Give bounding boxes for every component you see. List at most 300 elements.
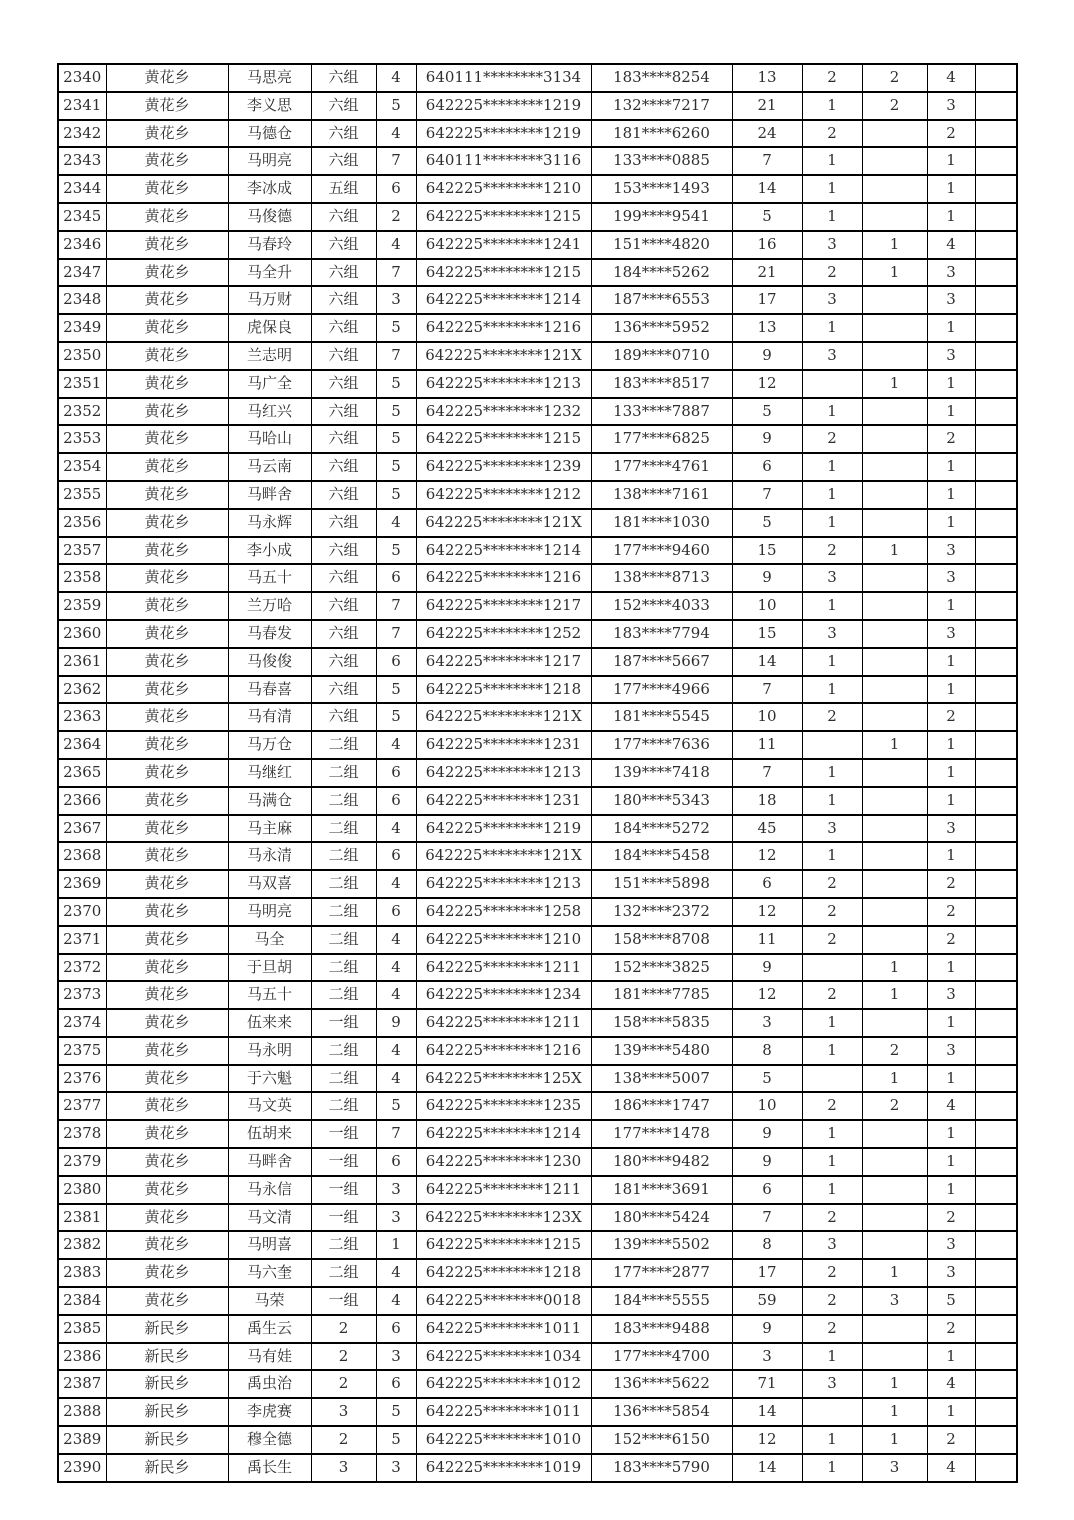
table-row: [58, 676, 1017, 704]
cell-phone: 152****3825: [591, 954, 732, 982]
cell-blank: [975, 759, 1017, 787]
table-row: [58, 1287, 1017, 1315]
cell-township: 黄花乡: [106, 120, 228, 148]
cell-blank: [975, 870, 1017, 898]
cell-v3: [862, 898, 927, 926]
cell-id_number: 642225********1210: [416, 926, 591, 954]
cell-v2: 3: [802, 286, 862, 314]
cell-group: 六组: [311, 592, 376, 620]
cell-phone: 177****6825: [591, 425, 732, 453]
cell-name: 李虎赛: [228, 1398, 311, 1426]
cell-id_number: 642225********1213: [416, 870, 591, 898]
cell-id_number: 642225********1019: [416, 1454, 591, 1482]
cell-id_number: 642225********1216: [416, 564, 591, 592]
cell-v3: [862, 1120, 927, 1148]
cell-v3: [862, 1231, 927, 1259]
cell-id_number: 642225********1011: [416, 1398, 591, 1426]
cell-name: 马明亮: [228, 898, 311, 926]
cell-v1: 6: [732, 1176, 802, 1204]
cell-v3: [862, 509, 927, 537]
cell-v2: 2: [802, 1092, 862, 1120]
cell-v2: 1: [802, 453, 862, 481]
table-row: [58, 1315, 1017, 1343]
cell-total: 1: [927, 1148, 975, 1176]
cell-seq: 2366: [58, 787, 106, 815]
cell-seq: 2362: [58, 676, 106, 704]
cell-v3: 2: [862, 1092, 927, 1120]
cell-num: 7: [376, 620, 416, 648]
cell-seq: 2343: [58, 147, 106, 175]
cell-v1: 45: [732, 815, 802, 843]
cell-seq: 2380: [58, 1176, 106, 1204]
cell-township: 黄花乡: [106, 92, 228, 120]
cell-township: 黄花乡: [106, 1231, 228, 1259]
cell-v3: [862, 759, 927, 787]
cell-v3: [862, 592, 927, 620]
cell-total: 1: [927, 1176, 975, 1204]
cell-v1: 9: [732, 342, 802, 370]
cell-v1: 11: [732, 731, 802, 759]
cell-blank: [975, 703, 1017, 731]
cell-v1: 14: [732, 175, 802, 203]
cell-id_number: 642225********1010: [416, 1426, 591, 1454]
cell-group: 二组: [311, 981, 376, 1009]
cell-township: 黄花乡: [106, 231, 228, 259]
cell-v2: 1: [802, 314, 862, 342]
cell-num: 3: [376, 1454, 416, 1482]
cell-v3: 3: [862, 1454, 927, 1482]
cell-total: 1: [927, 787, 975, 815]
cell-v3: [862, 815, 927, 843]
cell-v3: 1: [862, 731, 927, 759]
cell-blank: [975, 398, 1017, 426]
cell-township: 黄花乡: [106, 286, 228, 314]
cell-group: 六组: [311, 231, 376, 259]
cell-group: 二组: [311, 1092, 376, 1120]
cell-v1: 7: [732, 147, 802, 175]
cell-group: 六组: [311, 64, 376, 92]
cell-phone: 158****5835: [591, 1009, 732, 1037]
cell-id_number: 642225********1232: [416, 398, 591, 426]
cell-v2: 3: [802, 231, 862, 259]
table-row: [58, 1092, 1017, 1120]
cell-group: 六组: [311, 398, 376, 426]
cell-name: 马畔舍: [228, 481, 311, 509]
cell-num: 3: [376, 286, 416, 314]
cell-seq: 2347: [58, 259, 106, 287]
cell-v3: [862, 120, 927, 148]
table-row: [58, 648, 1017, 676]
cell-total: 3: [927, 564, 975, 592]
cell-total: 2: [927, 898, 975, 926]
cell-name: 马有清: [228, 703, 311, 731]
cell-num: 4: [376, 1037, 416, 1065]
cell-id_number: 642225********1235: [416, 1092, 591, 1120]
cell-id_number: 642225********1215: [416, 203, 591, 231]
cell-v2: 2: [802, 259, 862, 287]
cell-v1: 9: [732, 425, 802, 453]
cell-seq: 2367: [58, 815, 106, 843]
cell-v3: [862, 203, 927, 231]
cell-seq: 2350: [58, 342, 106, 370]
table-row: [58, 120, 1017, 148]
cell-phone: 138****7161: [591, 481, 732, 509]
cell-id_number: 642225********1210: [416, 175, 591, 203]
cell-name: 马春玲: [228, 231, 311, 259]
cell-v1: 6: [732, 453, 802, 481]
cell-num: 5: [376, 1092, 416, 1120]
cell-v1: 12: [732, 842, 802, 870]
cell-v2: 1: [802, 147, 862, 175]
cell-v3: [862, 286, 927, 314]
cell-township: 新民乡: [106, 1426, 228, 1454]
cell-phone: 136****5622: [591, 1370, 732, 1398]
cell-township: 黄花乡: [106, 481, 228, 509]
cell-v2: 3: [802, 1370, 862, 1398]
cell-blank: [975, 342, 1017, 370]
cell-num: 9: [376, 1009, 416, 1037]
cell-v3: 1: [862, 1065, 927, 1093]
cell-num: 1: [376, 1231, 416, 1259]
cell-total: 3: [927, 286, 975, 314]
cell-group: 一组: [311, 1287, 376, 1315]
cell-id_number: 642225********1211: [416, 954, 591, 982]
cell-v1: 3: [732, 1343, 802, 1371]
records-table-body: [58, 64, 1017, 1482]
cell-total: 1: [927, 509, 975, 537]
cell-phone: 181****3691: [591, 1176, 732, 1204]
cell-group: 六组: [311, 147, 376, 175]
cell-blank: [975, 787, 1017, 815]
cell-num: 7: [376, 592, 416, 620]
cell-township: 黄花乡: [106, 425, 228, 453]
cell-name: 马红兴: [228, 398, 311, 426]
cell-id_number: 642225********0018: [416, 1287, 591, 1315]
cell-v2: 2: [802, 1315, 862, 1343]
cell-v2: [802, 954, 862, 982]
cell-phone: 151****4820: [591, 231, 732, 259]
cell-num: 3: [376, 1176, 416, 1204]
cell-blank: [975, 592, 1017, 620]
cell-seq: 2387: [58, 1370, 106, 1398]
cell-v1: 5: [732, 1065, 802, 1093]
cell-seq: 2342: [58, 120, 106, 148]
cell-id_number: 642225********1215: [416, 425, 591, 453]
cell-v1: 14: [732, 1454, 802, 1482]
cell-blank: [975, 1231, 1017, 1259]
table-row: [58, 314, 1017, 342]
cell-total: 1: [927, 731, 975, 759]
cell-group: 一组: [311, 1176, 376, 1204]
cell-name: 马明亮: [228, 147, 311, 175]
cell-blank: [975, 1370, 1017, 1398]
cell-seq: 2355: [58, 481, 106, 509]
cell-v3: 1: [862, 370, 927, 398]
cell-group: 3: [311, 1454, 376, 1482]
cell-group: 二组: [311, 1065, 376, 1093]
cell-name: 马永明: [228, 1037, 311, 1065]
cell-v2: 3: [802, 564, 862, 592]
cell-seq: 2345: [58, 203, 106, 231]
cell-num: 5: [376, 370, 416, 398]
cell-name: 马德仓: [228, 120, 311, 148]
cell-seq: 2370: [58, 898, 106, 926]
cell-id_number: 640111********3134: [416, 64, 591, 92]
cell-township: 黄花乡: [106, 954, 228, 982]
cell-phone: 189****0710: [591, 342, 732, 370]
cell-total: 1: [927, 398, 975, 426]
cell-seq: 2382: [58, 1231, 106, 1259]
cell-total: 2: [927, 425, 975, 453]
cell-id_number: 642225********1212: [416, 481, 591, 509]
cell-v1: 7: [732, 481, 802, 509]
cell-v3: 1: [862, 259, 927, 287]
cell-blank: [975, 731, 1017, 759]
cell-v2: [802, 370, 862, 398]
cell-v1: 21: [732, 92, 802, 120]
cell-seq: 2352: [58, 398, 106, 426]
cell-township: 黄花乡: [106, 259, 228, 287]
cell-township: 黄花乡: [106, 453, 228, 481]
table-row: [58, 1009, 1017, 1037]
cell-num: 5: [376, 453, 416, 481]
cell-name: 马永辉: [228, 509, 311, 537]
cell-seq: 2373: [58, 981, 106, 1009]
cell-v2: 3: [802, 1231, 862, 1259]
table-row: [58, 1231, 1017, 1259]
table-row: [58, 1343, 1017, 1371]
cell-township: 新民乡: [106, 1315, 228, 1343]
cell-group: 六组: [311, 481, 376, 509]
cell-township: 黄花乡: [106, 842, 228, 870]
cell-total: 4: [927, 1454, 975, 1482]
cell-group: 一组: [311, 1148, 376, 1176]
cell-group: 六组: [311, 453, 376, 481]
cell-group: 六组: [311, 425, 376, 453]
cell-v1: 9: [732, 1148, 802, 1176]
cell-name: 禹长生: [228, 1454, 311, 1482]
cell-seq: 2356: [58, 509, 106, 537]
cell-total: 3: [927, 537, 975, 565]
cell-township: 黄花乡: [106, 1287, 228, 1315]
cell-num: 4: [376, 120, 416, 148]
cell-seq: 2341: [58, 92, 106, 120]
cell-township: 黄花乡: [106, 898, 228, 926]
cell-num: 5: [376, 1398, 416, 1426]
cell-name: 李冰成: [228, 175, 311, 203]
cell-blank: [975, 147, 1017, 175]
cell-total: 3: [927, 342, 975, 370]
cell-id_number: 642225********1211: [416, 1009, 591, 1037]
table-row: [58, 1426, 1017, 1454]
cell-v3: [862, 314, 927, 342]
cell-num: 7: [376, 1120, 416, 1148]
cell-phone: 181****5545: [591, 703, 732, 731]
table-row: [58, 1204, 1017, 1232]
cell-v2: [802, 731, 862, 759]
cell-num: 5: [376, 676, 416, 704]
cell-blank: [975, 1426, 1017, 1454]
cell-v1: 11: [732, 926, 802, 954]
cell-blank: [975, 286, 1017, 314]
cell-group: 二组: [311, 815, 376, 843]
cell-v1: 8: [732, 1231, 802, 1259]
cell-v3: [862, 175, 927, 203]
cell-total: 5: [927, 1287, 975, 1315]
cell-v3: 1: [862, 537, 927, 565]
cell-total: 1: [927, 1398, 975, 1426]
cell-id_number: 642225********1231: [416, 787, 591, 815]
cell-seq: 2364: [58, 731, 106, 759]
cell-num: 3: [376, 1204, 416, 1232]
cell-blank: [975, 92, 1017, 120]
cell-v2: 1: [802, 648, 862, 676]
cell-total: 4: [927, 64, 975, 92]
cell-township: 黄花乡: [106, 64, 228, 92]
cell-blank: [975, 537, 1017, 565]
cell-township: 黄花乡: [106, 370, 228, 398]
table-row: [58, 592, 1017, 620]
cell-group: 六组: [311, 92, 376, 120]
cell-phone: 181****6260: [591, 120, 732, 148]
cell-seq: 2344: [58, 175, 106, 203]
cell-phone: 177****2877: [591, 1259, 732, 1287]
cell-v2: 1: [802, 1426, 862, 1454]
cell-phone: 132****7217: [591, 92, 732, 120]
cell-township: 黄花乡: [106, 564, 228, 592]
cell-total: 1: [927, 1120, 975, 1148]
cell-v3: [862, 453, 927, 481]
cell-township: 新民乡: [106, 1370, 228, 1398]
table-row: [58, 425, 1017, 453]
cell-num: 6: [376, 1148, 416, 1176]
cell-v2: 2: [802, 1204, 862, 1232]
cell-group: 二组: [311, 842, 376, 870]
cell-phone: 138****8713: [591, 564, 732, 592]
cell-phone: 184****5262: [591, 259, 732, 287]
cell-group: 六组: [311, 564, 376, 592]
cell-phone: 199****9541: [591, 203, 732, 231]
cell-name: 马六奎: [228, 1259, 311, 1287]
table-row: [58, 759, 1017, 787]
cell-v2: 1: [802, 203, 862, 231]
cell-township: 黄花乡: [106, 1176, 228, 1204]
table-row: [58, 870, 1017, 898]
cell-seq: 2365: [58, 759, 106, 787]
cell-id_number: 642225********1241: [416, 231, 591, 259]
table-row: [58, 703, 1017, 731]
cell-id_number: 642225********1034: [416, 1343, 591, 1371]
cell-v1: 10: [732, 1092, 802, 1120]
cell-phone: 177****1478: [591, 1120, 732, 1148]
table-row: [58, 981, 1017, 1009]
cell-seq: 2372: [58, 954, 106, 982]
cell-blank: [975, 1092, 1017, 1120]
cell-township: 黄花乡: [106, 981, 228, 1009]
cell-name: 马文清: [228, 1204, 311, 1232]
cell-v1: 8: [732, 1037, 802, 1065]
cell-id_number: 642225********1219: [416, 120, 591, 148]
cell-name: 李小成: [228, 537, 311, 565]
cell-v2: 1: [802, 1343, 862, 1371]
cell-v1: 16: [732, 231, 802, 259]
cell-id_number: 642225********1211: [416, 1176, 591, 1204]
cell-seq: 2348: [58, 286, 106, 314]
cell-total: 1: [927, 1065, 975, 1093]
cell-total: 1: [927, 842, 975, 870]
cell-blank: [975, 203, 1017, 231]
cell-num: 5: [376, 314, 416, 342]
cell-blank: [975, 1204, 1017, 1232]
cell-name: 兰万哈: [228, 592, 311, 620]
cell-v1: 10: [732, 592, 802, 620]
cell-v2: 1: [802, 592, 862, 620]
cell-phone: 133****7887: [591, 398, 732, 426]
cell-total: 1: [927, 1343, 975, 1371]
cell-phone: 133****0885: [591, 147, 732, 175]
table-row: [58, 537, 1017, 565]
cell-blank: [975, 231, 1017, 259]
cell-id_number: 642225********1214: [416, 286, 591, 314]
cell-v1: 9: [732, 954, 802, 982]
cell-v2: 2: [802, 1259, 862, 1287]
cell-total: 1: [927, 314, 975, 342]
cell-name: 马有娃: [228, 1343, 311, 1371]
cell-total: 2: [927, 1204, 975, 1232]
cell-v2: 2: [802, 898, 862, 926]
cell-v2: 1: [802, 175, 862, 203]
cell-name: 马文英: [228, 1092, 311, 1120]
cell-total: 4: [927, 1092, 975, 1120]
cell-phone: 152****6150: [591, 1426, 732, 1454]
cell-seq: 2349: [58, 314, 106, 342]
cell-township: 黄花乡: [106, 398, 228, 426]
cell-seq: 2389: [58, 1426, 106, 1454]
cell-phone: 183****8517: [591, 370, 732, 398]
cell-name: 伍胡来: [228, 1120, 311, 1148]
cell-phone: 183****9488: [591, 1315, 732, 1343]
cell-num: 4: [376, 731, 416, 759]
cell-name: 马双喜: [228, 870, 311, 898]
cell-name: 于六魁: [228, 1065, 311, 1093]
table-row: [58, 203, 1017, 231]
cell-v2: 2: [802, 703, 862, 731]
cell-blank: [975, 648, 1017, 676]
cell-group: 六组: [311, 648, 376, 676]
cell-v2: 1: [802, 1454, 862, 1482]
cell-township: 黄花乡: [106, 1065, 228, 1093]
cell-name: 马广全: [228, 370, 311, 398]
cell-num: 4: [376, 1287, 416, 1315]
cell-total: 2: [927, 703, 975, 731]
cell-group: 2: [311, 1370, 376, 1398]
cell-phone: 151****5898: [591, 870, 732, 898]
cell-phone: 139****5480: [591, 1037, 732, 1065]
cell-v1: 59: [732, 1287, 802, 1315]
cell-total: 3: [927, 1037, 975, 1065]
cell-total: 2: [927, 120, 975, 148]
cell-group: 二组: [311, 787, 376, 815]
cell-num: 4: [376, 870, 416, 898]
table-row: [58, 1065, 1017, 1093]
cell-v3: 2: [862, 1037, 927, 1065]
cell-blank: [975, 1287, 1017, 1315]
cell-total: 1: [927, 648, 975, 676]
cell-group: 二组: [311, 1259, 376, 1287]
cell-phone: 184****5272: [591, 815, 732, 843]
cell-num: 4: [376, 926, 416, 954]
cell-id_number: 642225********1215: [416, 1231, 591, 1259]
